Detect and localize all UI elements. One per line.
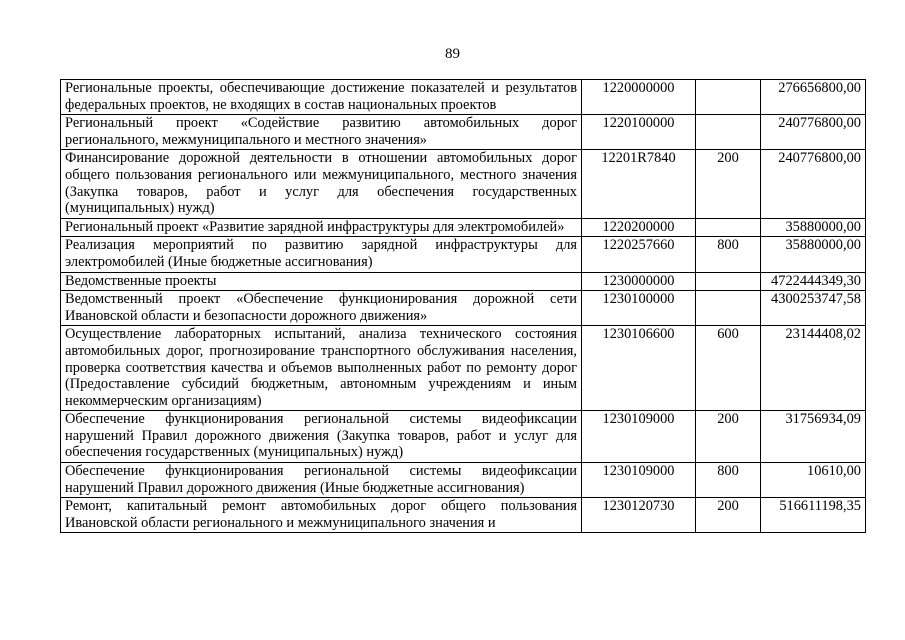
row-expense-type	[696, 291, 761, 326]
table-row	[61, 326, 866, 411]
row-expense-type	[696, 80, 761, 115]
row-expense-type	[696, 218, 761, 237]
row-name: Обеспечение функционирования региональной системы видеофиксации нарушений Правил дорожного движения (Иные бюджетные ассигнования)	[61, 463, 582, 498]
row-code: 1230106600	[582, 326, 696, 411]
row-name: Ведомственный проект «Обеспечение функционирования дорожной сети Ивановской области и безопасности дорожного движения»	[61, 291, 582, 326]
row-name: Осуществление лабораторных испытаний, анализа технического состояния автомобильных дорог, прогнозирование транспортного обслуживания населения, проверка соответствия качества и объемов выполненных работ по ремонту дорог (Предоставление субсидий бюджетным, автономным учреждениям и иным некоммерческим организациям)	[61, 326, 582, 411]
row-expense-type: 200	[696, 411, 761, 463]
row-sum: 240776800,00	[761, 115, 866, 150]
row-code: 1230120730	[582, 498, 696, 533]
table-row	[61, 291, 866, 326]
table-row	[61, 115, 866, 150]
row-expense-type: 800	[696, 237, 761, 272]
table-row	[61, 218, 866, 237]
page-number: 89	[445, 46, 460, 62]
row-expense-type: 600	[696, 326, 761, 411]
budget-table-body	[61, 80, 866, 533]
row-name: Ведомственные проекты	[61, 272, 582, 291]
table-row	[61, 272, 866, 291]
row-sum: 516611198,35	[761, 498, 866, 533]
row-sum: 23144408,02	[761, 326, 866, 411]
budget-table	[60, 79, 866, 533]
row-expense-type: 200	[696, 150, 761, 218]
row-code: 1220100000	[582, 115, 696, 150]
table-row	[61, 498, 866, 533]
table-row	[61, 150, 866, 218]
row-sum: 35880000,00	[761, 237, 866, 272]
row-name: Региональный проект «Развитие зарядной инфраструктуры для электромобилей»	[61, 218, 582, 237]
row-sum: 4722444349,30	[761, 272, 866, 291]
row-code: 1230000000	[582, 272, 696, 291]
row-sum: 4300253747,58	[761, 291, 866, 326]
row-expense-type: 800	[696, 463, 761, 498]
row-code: 1230109000	[582, 411, 696, 463]
row-sum: 276656800,00	[761, 80, 866, 115]
row-sum: 31756934,09	[761, 411, 866, 463]
row-name: Ремонт, капитальный ремонт автомобильных дорог общего пользования Ивановской области регионального и межмуниципального значения и	[61, 498, 582, 533]
table-row	[61, 237, 866, 272]
row-expense-type	[696, 115, 761, 150]
row-sum: 35880000,00	[761, 218, 866, 237]
row-expense-type: 200	[696, 498, 761, 533]
table-row	[61, 463, 866, 498]
table-row	[61, 80, 866, 115]
row-name: Обеспечение функционирования региональной системы видеофиксации нарушений Правил дорожного движения (Закупка товаров, работ и услуг для обеспечения государственных (муниципальных) нужд)	[61, 411, 582, 463]
row-code: 1220200000	[582, 218, 696, 237]
row-code: 1230100000	[582, 291, 696, 326]
table-row	[61, 411, 866, 463]
row-sum: 10610,00	[761, 463, 866, 498]
row-sum: 240776800,00	[761, 150, 866, 218]
row-code: 1220257660	[582, 237, 696, 272]
row-code: 1220000000	[582, 80, 696, 115]
row-code: 12201R7840	[582, 150, 696, 218]
row-name: Финансирование дорожной деятельности в отношении автомобильных дорог общего пользования регионального или межмуниципального, местного значения (Закупка товаров, работ и услуг для обеспечения государственных (муниципальных) нужд)	[61, 150, 582, 218]
row-name: Реализация мероприятий по развитию зарядной инфраструктуры для электромобилей (Иные бюджетные ассигнования)	[61, 237, 582, 272]
row-code: 1230109000	[582, 463, 696, 498]
row-expense-type	[696, 272, 761, 291]
row-name: Региональный проект «Содействие развитию автомобильных дорог регионального, межмуниципального и местного значения»	[61, 115, 582, 150]
row-name: Региональные проекты, обеспечивающие достижение показателей и результатов федеральных проектов, не входящих в состав национальных проектов	[61, 80, 582, 115]
